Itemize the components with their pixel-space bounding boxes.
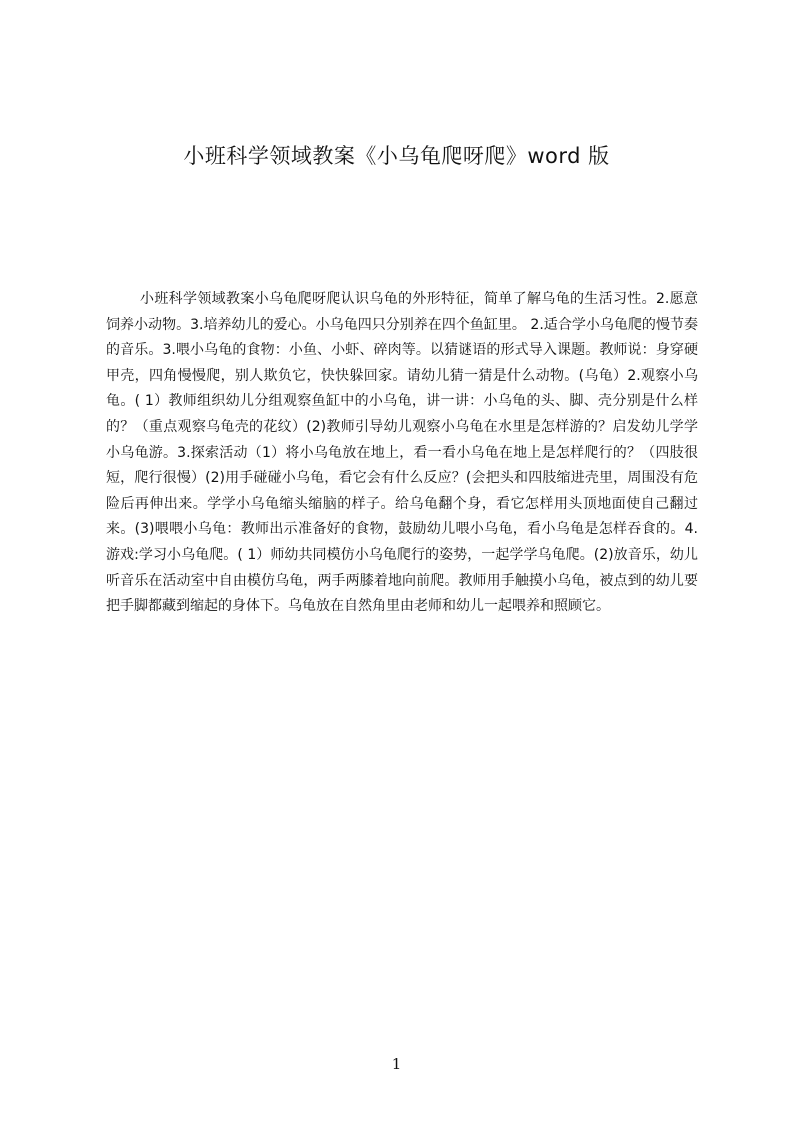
body-paragraph: 小班科学领域教案小乌龟爬呀爬认识乌龟的外形特征，简单了解乌龟的生活习性。2.愿意饲养小动物。3.培养幼儿的爱心。小乌龟四只分别养在四个鱼缸里。 2.适合学小乌龟爬的慢节奏的音乐。3.喂小乌龟的食物：小鱼、小虾、碎肉等。以猜谜语的形式导入课题。教师说：身穿硬甲壳，四角慢慢爬，别人欺负它，快快躲回家。请幼儿猜一猜是什么动物。(乌龟）2.观察小乌龟。( 1）教师组织幼儿分组观察鱼缸中的小乌龟，讲一讲：小乌龟的头、脚、壳分别是什么样的？（重点观察乌龟壳的花纹）(2)教师引导幼儿观察小乌龟在水里是怎样游的？启发幼儿学学小乌龟游。3.探索活动（1）将小乌龟放在地上，看一看小乌龟在地上是怎样爬行的？（四肢很短，爬行很慢）(2)用手碰碰小乌龟，看它会有什么反应？(会把头和四肢缩进壳里，周围没有危险后再伸出来。学学小乌龟缩头缩脑的样子。给乌龟翻个身，看它怎样用头顶地面使自己翻过来。(3)喂喂小乌龟：教师出示准备好的食物，鼓励幼儿喂小乌龟，看小乌龟是怎样吞食的。4.游戏:学习小乌龟爬。( 1）师幼共同模仿小乌龟爬行的姿势，一起学学乌龟爬。(2)放音乐，幼儿听音乐在活动室中自由模仿乌龟，两手两膝着地向前爬。教师用手触摸小乌龟，被点到的幼儿要把手脚都藏到缩起的身体下。乌龟放在自然角里由老师和幼儿一起喂养和照顾它。 [106,291,698,615]
page-number: 1 [391,1055,402,1073]
page-title: 小班科学领域教案《小乌龟爬呀爬》word 版 [183,144,610,168]
